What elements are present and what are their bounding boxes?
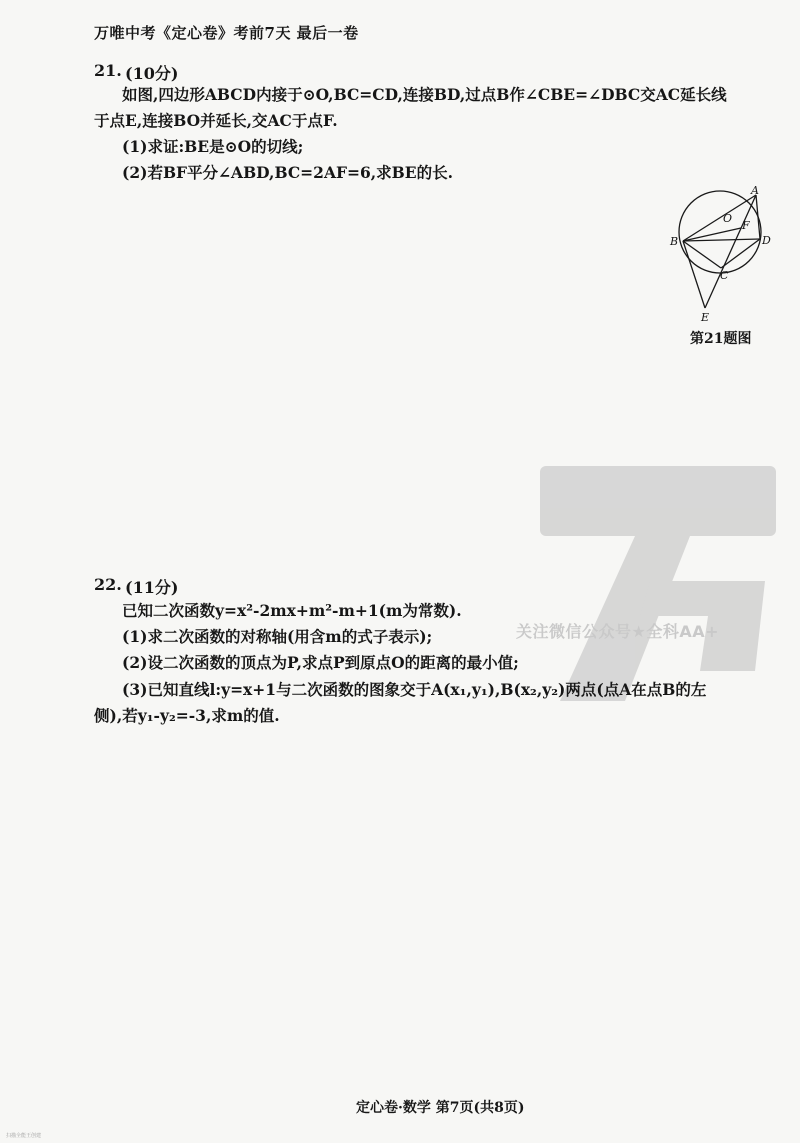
- q22-stem: 已知二次函数y=x²-2mx+m²-m+1(m为常数).: [122, 601, 462, 620]
- watermark-logo: [540, 466, 780, 706]
- label-b: B: [670, 235, 679, 248]
- label-o: O: [723, 212, 733, 225]
- label-a: A: [751, 184, 759, 197]
- q22-part1: (1)求二次函数的对称轴(用含m的式子表示);: [122, 627, 433, 646]
- q22-part3-line2: 侧),若y₁-y₂=-3,求m的值.: [94, 706, 280, 725]
- q21-geometry-figure: [665, 180, 785, 325]
- label-f: F: [742, 219, 750, 232]
- label-d: D: [762, 234, 771, 247]
- segment-bc: [683, 241, 721, 268]
- q22-part2: (2)设二次函数的顶点为P,求点P到原点O的距离的最小值;: [122, 653, 519, 672]
- page-header-title: 万唯中考《定心卷》考前7天 最后一卷: [94, 24, 359, 42]
- label-c: C: [720, 269, 729, 282]
- page-footer: 定心卷·数学 第7页(共8页): [356, 1100, 525, 1116]
- scan-mark: 扫描全能王创建: [6, 1133, 42, 1139]
- q21-stem-line2: 于点E,连接BO并延长,交AC于点F.: [94, 111, 338, 130]
- q22-part3-line1: (3)已知直线l:y=x+1与二次函数的图象交于A(x₁,y₁),B(x₂,y₂)两点(点A在点B的左: [122, 680, 707, 699]
- q22-number: 22.: [94, 575, 122, 594]
- q21-part2: (2)若BF平分∠ABD,BC=2AF=6,求BE的长.: [122, 163, 453, 182]
- q21-score: (10分): [125, 64, 179, 83]
- segment-be: [683, 241, 705, 308]
- q21-part1: (1)求证:BE是⊙O的切线;: [122, 137, 304, 156]
- q21-stem-line1: 如图,四边形ABCD内接于⊙O,BC=CD,连接BD,过点B作∠CBE=∠DBC交AC延长线: [122, 85, 727, 104]
- q22-score: (11分): [125, 578, 179, 597]
- q21-figure-caption: 第21题图: [690, 331, 752, 347]
- segment-bd: [683, 239, 760, 241]
- circle-o: [679, 191, 761, 273]
- segment-ad: [756, 195, 760, 239]
- segment-bf: [683, 228, 741, 241]
- watermark-text: 关注微信公众号★全科AA+: [516, 622, 720, 641]
- label-e: E: [701, 311, 710, 324]
- q21-number: 21.: [94, 61, 122, 80]
